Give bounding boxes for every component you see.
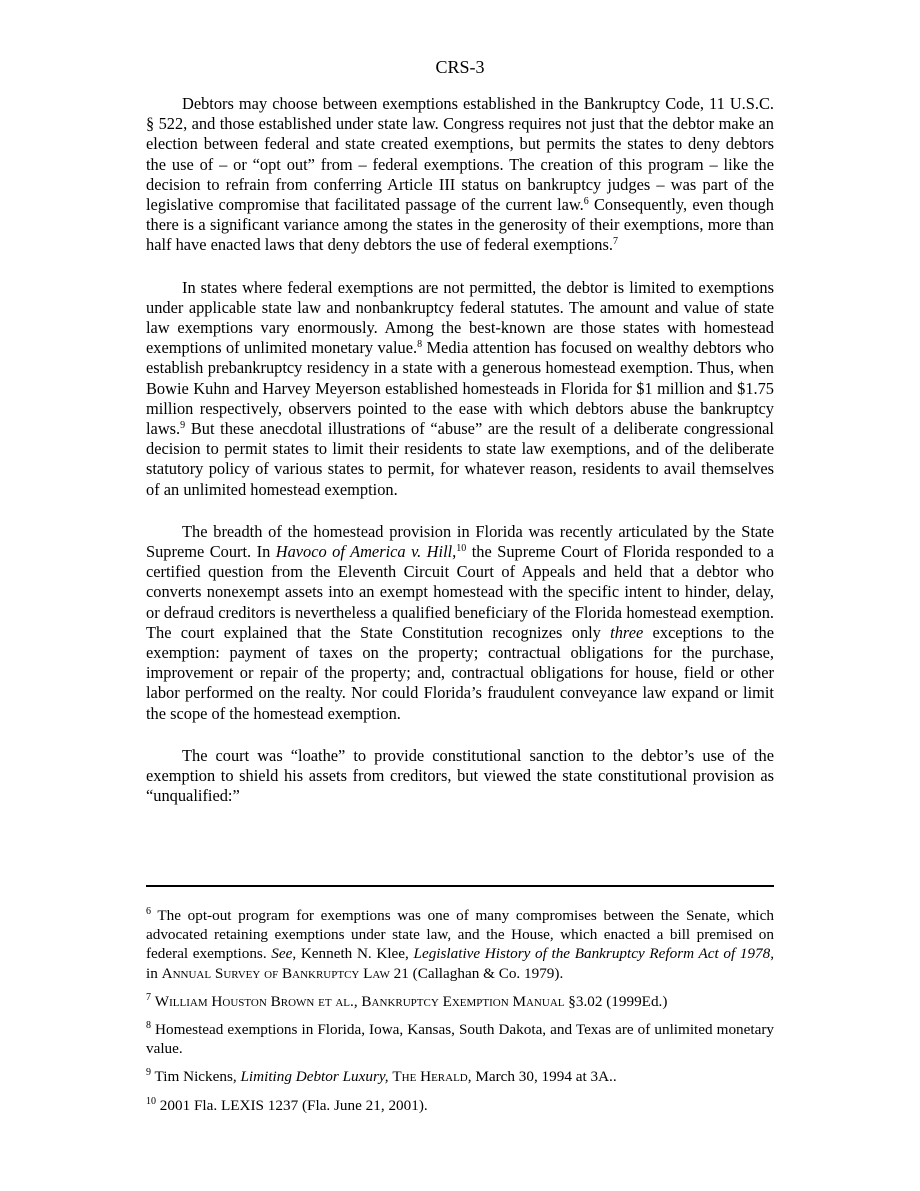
footnote-divider <box>146 885 774 887</box>
paragraph-3-text-a: The breadth of the homestead provision in Florida was recently articulated by the State Supreme Court. In <box>146 521 774 562</box>
footnote-ref-9[interactable]: 9 <box>180 420 186 432</box>
footnote-9-text-a: Tim Nickens, <box>151 1068 241 1086</box>
signal-see: See <box>271 945 293 963</box>
paragraph-2 <box>146 278 774 500</box>
footnote-7-separator: , <box>353 992 362 1010</box>
newspaper-name: The Herald <box>392 1068 468 1086</box>
footnote-6-number: 6 <box>146 906 151 917</box>
paragraph-2-text-b: Media attention has focused on wealthy debtors who establish prebankruptcy residency in a state with a generous homestead exemption. Thus, when Bowie Kuhn and Harvey Meyerson established homesteads in Florida for $1 million and $1.75 million respectively, observers pointed to the ease with which debtors abuse the bankruptcy laws. <box>146 338 774 439</box>
book-authors: William Houston Brown et al. <box>154 992 354 1010</box>
news-article-title: Limiting Debtor Luxury, <box>240 1068 389 1086</box>
footnote-6 <box>146 906 774 983</box>
footnote-ref-6[interactable]: 6 <box>583 196 589 208</box>
paragraph-1-text-b: Consequently, even though there is a significant variance among the states in the generosity of their exemptions, more than half have enacted laws that deny debtors the use of federal exemptions. <box>146 195 774 255</box>
paragraph-4 <box>146 746 774 807</box>
footnote-7 <box>146 992 774 1011</box>
footnote-ref-8[interactable]: 8 <box>417 339 423 351</box>
footnote-10-number: 10 <box>146 1095 156 1107</box>
footnote-ref-10[interactable]: 10 <box>456 543 467 555</box>
footnote-8-text: Homestead exemptions in Florida, Iowa, Kansas, South Dakota, and Texas are of unlimited monetary value. <box>146 1021 774 1058</box>
footnote-8-number: 8 <box>146 1020 151 1032</box>
footnote-6-text-a: The opt-out program for exemptions was one of many compromises between the Senate, which advocated retaining exemptions under state law, and the House, which enacted a bill premised on federal exemptions. <box>146 907 774 963</box>
case-name: Havoco of America v. Hill, <box>275 542 457 562</box>
footnote-9-number: 9 <box>146 1067 151 1079</box>
paragraph-3 <box>146 522 774 724</box>
footnote-ref-7[interactable]: 7 <box>612 236 618 248</box>
paragraph-3-text-b: the Supreme Court of Florida responded to a certified question from the Eleventh Circuit Court of Appeals and held that a debtor who converts nonexempt assets into an exempt homestead with the specific intent to hinder, delay, or defraud creditors is nevertheless a qualified beneficiary of the Florida homestead exemption. The court explained that the State Constitution recognizes only <box>146 542 774 642</box>
paragraph-4-text: The court was “loathe” to provide constitutional sanction to the debtor’s use of the exemption to shield his assets from creditors, but viewed the state constitutional provision as “unqualified:” <box>146 745 774 806</box>
footnotes <box>146 906 774 1124</box>
footnote-9 <box>146 1067 774 1086</box>
body-text <box>146 94 774 829</box>
paragraph-1 <box>146 94 774 256</box>
book-title: Bankruptcy Exemption Manual <box>361 992 565 1010</box>
footnote-6-text-d: 21 (Callaghan & Co. 1979). <box>389 964 564 982</box>
paragraph-3-text-c: exceptions to the exemption: payment of taxes on the property; contractual obligations for the purchase, improvement or repair of the property; and, contractual obligations for house, field or other labor performed on the realty. Nor could Florida’s fraudulent conveyance law expand or limit the scope of the homestead exemption. <box>146 622 774 723</box>
paragraph-2-text-a: In states where federal exemptions are not permitted, the debtor is limited to exemptions under applicable state law and nonbankruptcy federal statutes. The amount and value of state law exemptions vary enormously. Among the best-known are those states with homestead exemptions of unlimited monetary value. <box>146 277 774 358</box>
footnote-7-number: 7 <box>146 991 151 1003</box>
page-header: CRS-3 <box>435 57 485 77</box>
footnote-9-text-b: , March 30, 1994 at 3A.. <box>467 1068 617 1086</box>
journal-title: Annual Survey of Bankruptcy Law <box>161 964 390 982</box>
footnote-10-text: 2001 Fla. LEXIS 1237 (Fla. June 21, 2001). <box>156 1096 428 1114</box>
paragraph-1-text-a: Debtors may choose between exemptions established in the Bankruptcy Code, 11 U.S.C. § 522, and those established under state law. Congress requires not just that the debtor make an election between federal and state created exemptions, but permits the states to deny debtors the use of – or “opt out” from – federal exemptions. The creation of this program – like the decision to refrain from conferring Article III status on bankruptcy judges – was part of the legislative compromise that facilitated passage of the current law. <box>146 94 774 215</box>
footnote-8 <box>146 1020 774 1058</box>
footnote-7-rest: §3.02 (1999Ed.) <box>564 992 668 1010</box>
paragraph-2-text-c: But these anecdotal illustrations of “abuse” are the result of a deliberate congressional decision to permit states to limit their residents to state law exemptions, and of the deliberate statutory policy of various states to permit, for whatever reason, residents to avail themselves of an unlimited homestead exemption. <box>146 419 774 499</box>
article-title: Legislative History of the Bankruptcy Reform Act of 1978 <box>413 945 771 963</box>
footnote-6-text-c: , in <box>146 945 775 982</box>
footnote-10 <box>146 1096 774 1115</box>
footnote-6-text-b: , Kenneth N. Klee, <box>292 945 414 963</box>
emphasis-three: three <box>610 622 644 642</box>
